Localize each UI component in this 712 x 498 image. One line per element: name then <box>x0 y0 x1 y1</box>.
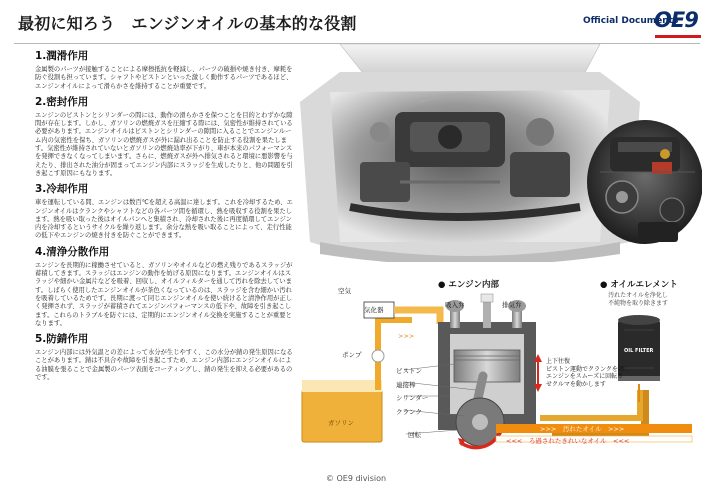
section-heading: 3.冷却作用 <box>35 183 89 196</box>
air-label: 空気 <box>338 287 351 295</box>
section-rust-prevention <box>35 333 293 382</box>
section-heading: 4.清浄分散作用 <box>35 245 110 258</box>
official-documents-label: Official Documents <box>583 16 679 26</box>
section-cleaning <box>35 246 293 328</box>
intake-arrows: >>> <box>398 332 415 340</box>
logo-underline <box>655 35 701 38</box>
section-heading: 1.潤滑作用 <box>35 50 89 62</box>
oil-circulation-diagram <box>300 272 700 458</box>
footer-copyright: © OE9 division <box>325 474 387 483</box>
header <box>0 0 712 44</box>
engine-internal-label: ● エンジン内部 <box>438 280 499 290</box>
piston-label: ピストン <box>396 367 422 375</box>
section-heading: 5.防錆作用 <box>35 333 89 346</box>
clean-oil-return-label: <<< ろ過されたきれいなオイル <<< <box>506 437 630 445</box>
section-body: エンジンを長期的に稼働させていると、ガソリンやオイルなどの燃え残りであるスラッジが蓄積してきます。スラッジはエンジンの動作を妨げる原因になります。エンジンオイルはスラッジや細かい金属片などを吸着、回収し、オイルフィルターを通して汚れを除去しています。しばらく使用したエンジンオイルが茶色くなっているのは、スラッジを含む細かい汚れを吸着しているためです。長期に渡って同じエンジンオイルを使い続けると清浄作用が正しく発揮されず、スラッジが蓄積されてエンジンパフォーマンスの低下や、故障を引き起こします。これらのトラブルを防ぐには、定期的にエンジンオイル交換を実施することが重要となります。 <box>35 261 293 327</box>
section-body: 車を運転している間、エンジンは数百℃を超える高温に達します。これを冷却するため、エンジンオイルはクランクやシャフトなどの各パーツ間を循環し、熱を吸収する役割を果たします。熱を吸い取った後はオイルパンへと集積され、冷却された後に再度循環してエンジン内を冷却するというサイクルを繰り返します。余分な熱を吸い取ることによって、走行性能の低下やエンジンの焼き付きを防ぐことができます。 <box>35 199 293 240</box>
section-body: エンジンのピストンとシリンダーの間には、動作の滑らかさを保つことを目的とわずかな隙間が存在します。しかし、ガソリンの燃焼ガスを圧縮する際には、気密性が維持されている必要があります。エンジンオイルはピストンとシリンダーの隙間に入ることでエンジンルーム内の気密性を保ち、ガソリンの燃焼ガスが外に漏れ出ることを防止する役割を果たします。気密性が維持されていないとガソリンの燃焼効率が下がり、車が本来のパフォーマンスを発揮できなくなってしまいます。さらに、燃焼ガスが外へ排気されると環境に悪影響を与えたり、排出された油分が固まってエンジン内部にスラッジを生成したりと、他の問題を引き起こす原因にもなります。 <box>35 111 293 177</box>
section-cooling <box>35 183 293 240</box>
cylinder-label: シリンダー <box>396 394 429 402</box>
text-column <box>35 50 293 387</box>
dirty-oil-flow-label: >>> 汚れたオイル >>> <box>540 425 625 433</box>
carburetor-label: 気化器 <box>364 306 384 314</box>
section-heading: 2.密封作用 <box>35 95 89 108</box>
rotation-label: 回転 <box>408 431 421 439</box>
intake-valve-label: 吸入弁 <box>445 301 465 309</box>
section-sealing <box>35 96 293 178</box>
oil-element-label: ● オイルエレメント <box>600 280 678 290</box>
oil-element-note: 汚れたオイルを浄化し 不純物を取り除きます <box>608 292 669 307</box>
pump-label: ポンプ <box>342 351 362 359</box>
conrod-label: 連接棒 <box>396 381 416 389</box>
section-body: エンジン内部には外気温との差によって水分が生じやすく、この水分が錆の発生原因になることがあります。錆は不具合や故障を引き起こすため、エンジン内部にエンジンオイルによる油膜を張ることで金属製のパーツ表面をコーティングし、錆の発生を抑える必要があるのです。 <box>35 349 293 382</box>
engine-block-illustration <box>587 120 702 244</box>
gasoline-label: ガソリン <box>328 419 354 427</box>
oil-filter-text: OIL FILTER <box>624 348 654 354</box>
section-body: 金属製のパーツが接触することによる摩擦抵抗を軽減し、パーツの破損や焼き付き、摩耗を防ぐ役割も担っています。シャフトやピストンといった激しく動作するパーツであるほど、エンジンオイルによって滑らかさを維持することが重要です。 <box>35 66 293 90</box>
oe9-logo: OE9 <box>654 8 698 32</box>
exhaust-valve-label: 排気弁 <box>502 301 522 309</box>
section-lubrication <box>35 50 293 91</box>
page-title: 最初に知ろう エンジンオイルの基本的な役割 <box>18 14 357 33</box>
engine-bay-photo <box>300 42 702 262</box>
piston-note: 上下往復 ピストン運動でクランクを回し エンジンをスムーズに回転さ せクルマを動かします <box>546 358 630 388</box>
crank-label: クランク <box>396 408 422 416</box>
